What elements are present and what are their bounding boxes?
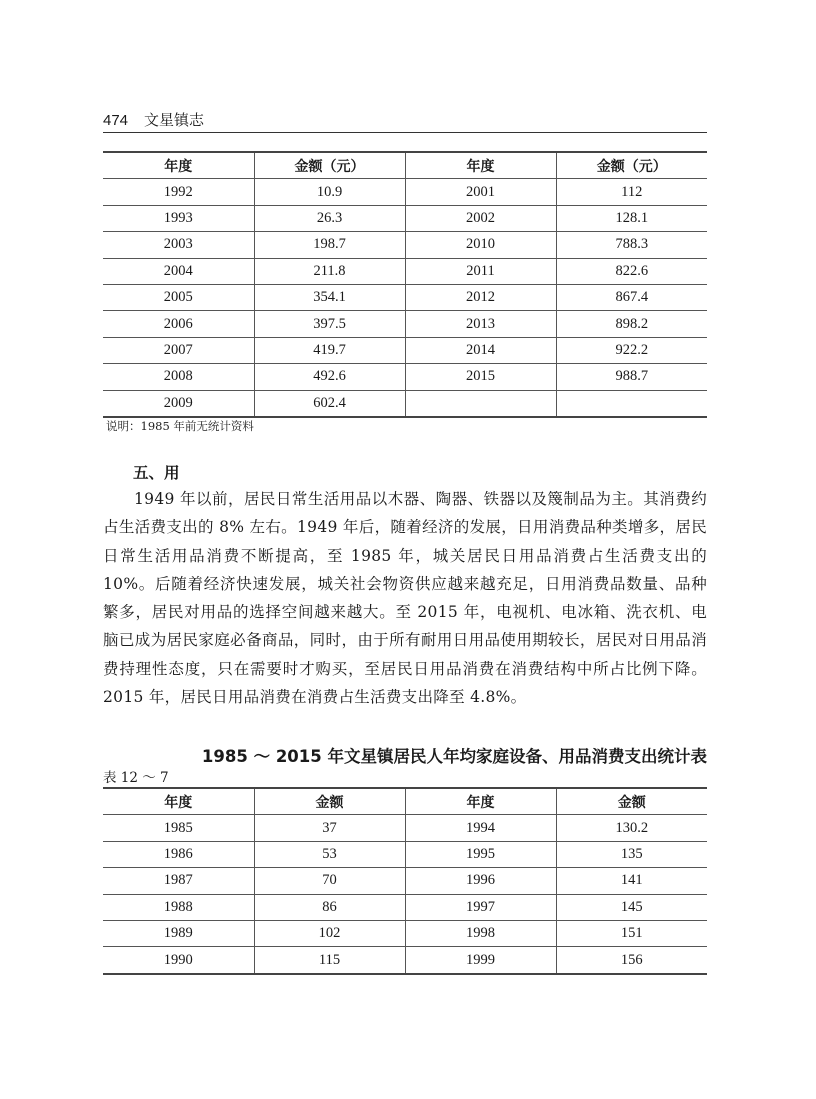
table-row: [103, 947, 707, 974]
table-cell: 1988: [103, 894, 254, 920]
table-cell: 2015: [405, 364, 556, 390]
table-cell: 211.8: [254, 258, 405, 284]
table-cell: 102: [254, 920, 405, 946]
table-cell: 130.2: [556, 815, 707, 841]
table-cell: 2014: [405, 337, 556, 363]
table-cell: 1993: [103, 205, 254, 231]
table-cell: 2011: [405, 258, 556, 284]
table-cell: 1989: [103, 920, 254, 946]
table-cell: 867.4: [556, 284, 707, 310]
table-row: [103, 815, 707, 841]
table-cell: 26.3: [254, 205, 405, 231]
column-header: 金额（元）: [556, 152, 707, 179]
table-cell: [405, 390, 556, 417]
table-cell: 128.1: [556, 205, 707, 231]
table-row: [103, 894, 707, 920]
table-row: [103, 337, 707, 363]
table-cell: 1990: [103, 947, 254, 974]
expenditure-table-1: [103, 151, 707, 418]
book-title: 文星镇志: [144, 112, 205, 129]
table-cell: 492.6: [254, 364, 405, 390]
column-header: 年度: [103, 788, 254, 815]
column-header: 金额: [556, 788, 707, 815]
table-cell: 70: [254, 868, 405, 894]
table-cell: 10.9: [254, 179, 405, 205]
column-header: 年度: [405, 152, 556, 179]
table-cell: 115: [254, 947, 405, 974]
table-cell: 141: [556, 868, 707, 894]
column-header: 年度: [103, 152, 254, 179]
table-row: [103, 841, 707, 867]
table-cell: 1996: [405, 868, 556, 894]
body-paragraph: 1949 年以前，居民日常生活用品以木器、陶器、铁器以及篾制品为主。其消费约占生活费支出的 8% 左右。1949 年后，随着经济的发展，日用消费品种类增多，居民日常生活用品消费不断提高，至 1985 年，城关居民日用品消费占生活费支出的 10%。后随着经济快速发展，城关社会物资供应越来越充足，日用消费品数量、品种繁多，居民对用品的选择空间越来越大。至 2015 年，电视机、电冰箱、洗衣机、电脑已成为居民家庭必备商品，同时，由于所有耐用日用品使用期较长，居民对日用品消费持理性态度，只在需要时才购买，至居民日用品消费在消费结构中所占比例下降。2015 年，居民日用品消费在消费占生活费支出降至 4.8%。: [103, 490, 707, 707]
table-cell: 397.5: [254, 311, 405, 337]
table-cell: 2006: [103, 311, 254, 337]
column-header: 年度: [405, 788, 556, 815]
table-cell: 822.6: [556, 258, 707, 284]
table-cell: 354.1: [254, 284, 405, 310]
table-cell: 988.7: [556, 364, 707, 390]
table-cell: [556, 390, 707, 417]
table-cell: 151: [556, 920, 707, 946]
table-cell: 1999: [405, 947, 556, 974]
table-cell: 2012: [405, 284, 556, 310]
table-cell: 198.7: [254, 232, 405, 258]
table-cell: 1998: [405, 920, 556, 946]
table-cell: 2013: [405, 311, 556, 337]
table-cell: 135: [556, 841, 707, 867]
table-cell: 145: [556, 894, 707, 920]
table-row: [103, 179, 707, 205]
table-cell: 1992: [103, 179, 254, 205]
table-header-row: [103, 788, 707, 815]
table-cell: 112: [556, 179, 707, 205]
table-row: [103, 364, 707, 390]
column-header: 金额: [254, 788, 405, 815]
table-cell: 2005: [103, 284, 254, 310]
table-header-row: [103, 152, 707, 179]
table-cell: 2009: [103, 390, 254, 417]
table-cell: 2008: [103, 364, 254, 390]
table-row: [103, 920, 707, 946]
table-cell: 788.3: [556, 232, 707, 258]
table-number: 表 12 ～ 7: [103, 770, 169, 786]
section-heading: 五、用: [133, 464, 180, 482]
table-row: [103, 390, 707, 417]
table-cell: 37: [254, 815, 405, 841]
column-header: 金额（元）: [254, 152, 405, 179]
table-cell: 898.2: [556, 311, 707, 337]
table-row: [103, 205, 707, 231]
table-cell: 602.4: [254, 390, 405, 417]
table-cell: 2001: [405, 179, 556, 205]
table-note: 说明：1985 年前无统计资料: [106, 419, 254, 433]
table-cell: 1995: [405, 841, 556, 867]
table-cell: 1997: [405, 894, 556, 920]
table-cell: 922.2: [556, 337, 707, 363]
table-row: [103, 311, 707, 337]
table-cell: 1986: [103, 841, 254, 867]
table-cell: 2004: [103, 258, 254, 284]
expenditure-table-2: [103, 787, 707, 975]
table-cell: 1985: [103, 815, 254, 841]
table-cell: 1987: [103, 868, 254, 894]
table-row: [103, 258, 707, 284]
table-cell: 86: [254, 894, 405, 920]
table-cell: 1994: [405, 815, 556, 841]
table-row: [103, 284, 707, 310]
table-caption: 1985 ～ 2015 年文星镇居民人年均家庭设备、用品消费支出统计表: [201, 747, 707, 766]
table-cell: 2002: [405, 205, 556, 231]
table-cell: 2007: [103, 337, 254, 363]
running-header: [103, 112, 707, 133]
table-cell: 53: [254, 841, 405, 867]
table-cell: 2010: [405, 232, 556, 258]
table-row: [103, 232, 707, 258]
table-cell: 419.7: [254, 337, 405, 363]
table-row: [103, 868, 707, 894]
table-cell: 156: [556, 947, 707, 974]
page-number: 474: [103, 112, 129, 129]
table-cell: 2003: [103, 232, 254, 258]
